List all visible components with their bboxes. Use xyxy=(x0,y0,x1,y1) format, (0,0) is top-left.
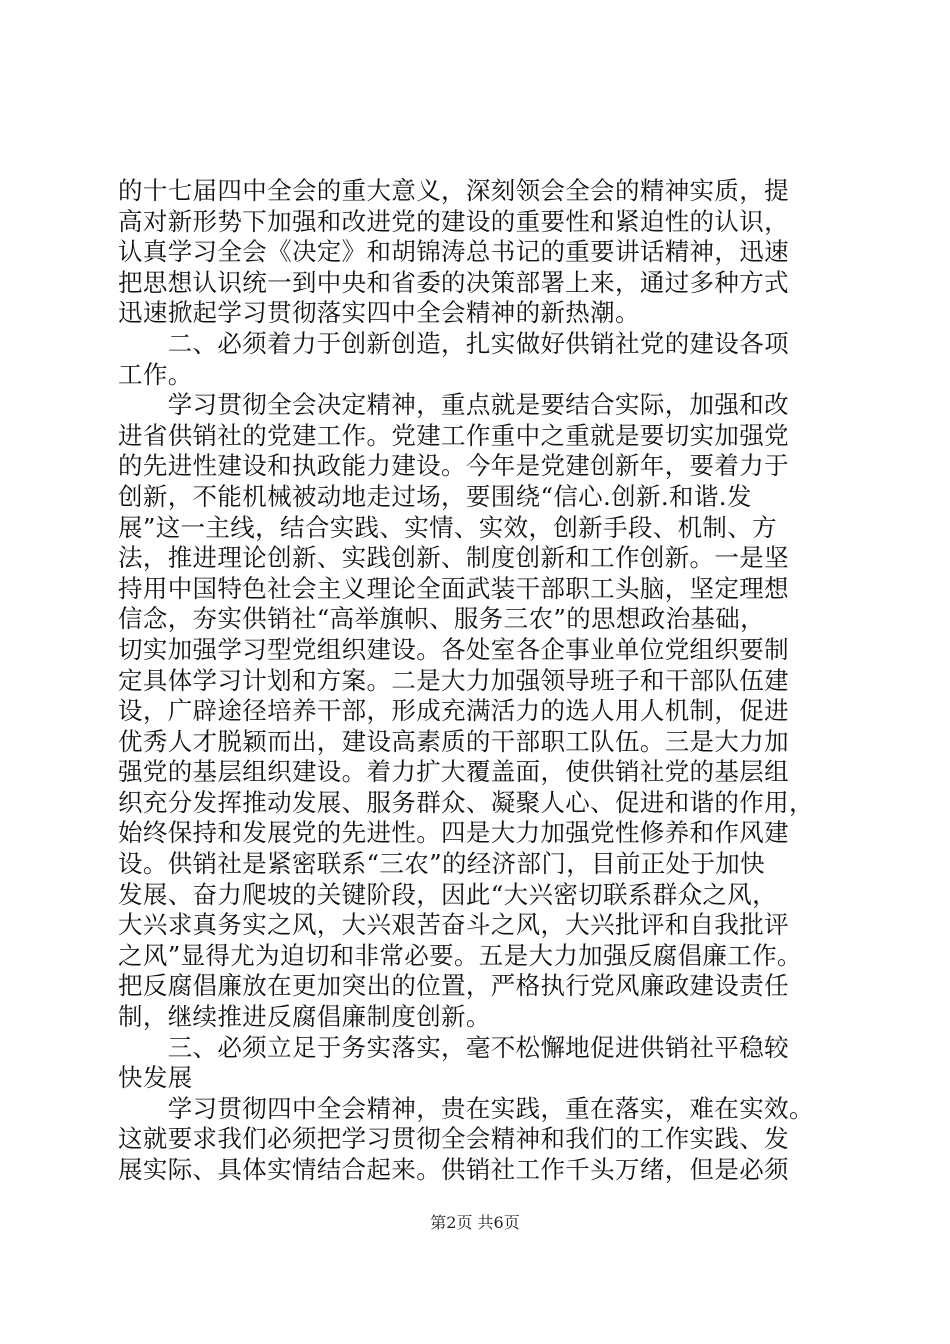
text-line: 展实际、具体实情结合起来。供销社工作千头万绪，但是必须 xyxy=(118,1155,789,1184)
text-line: 学习贯彻四中全会精神，贵在实践，重在落实，难在实效。 xyxy=(118,1093,814,1123)
text-line: 大兴求真务实之风，大兴艰苦奋斗之风，大兴批评和自我批评 xyxy=(118,910,789,940)
text-line: 的十七届四中全会的重大意义，深刻领会全会的精神实质，提 xyxy=(118,176,789,205)
text-line: 设。供销社是紧密联系“三农”的经济部门，目前正处于加快 xyxy=(118,849,765,879)
text-line: 法，推进理论创新、实践创新、制度创新和工作创新。一是坚 xyxy=(118,543,789,573)
text-line: 之风”显得尤为迫切和非常必要。五是大力加强反腐倡廉工作。 xyxy=(118,940,802,970)
text-line: 始终保持和发展党的先进性。四是大力加强党性修养和作风建 xyxy=(118,818,789,848)
text-line: 把反腐倡廉放在更加突出的位置，严格执行党风廉政建设责任 xyxy=(118,971,789,1001)
text-line: 织充分发挥推动发展、服务群众、凝聚人心、促进和谐的作用， xyxy=(118,787,814,817)
section-heading-line: 工作。 xyxy=(118,359,193,389)
text-line: 发展、奋力爬坡的关键阶段，因此“大兴密切联系群众之风， xyxy=(118,879,777,909)
text-line: 定具体学习计划和方案。二是大力加强领导班子和干部队伍建 xyxy=(118,665,789,695)
text-line: 展”这一主线，结合实践、实情、实效，创新手段、机制、方 xyxy=(118,512,777,542)
text-line: 把思想认识统一到中央和省委的决策部署上来，通过多种方式 xyxy=(118,267,789,297)
body-text xyxy=(118,176,838,1186)
text-line: 迅速掀起学习贯彻落实四中全会精神的新热潮。 xyxy=(118,298,640,328)
text-line: 持用中国特色社会主义理论全面武装干部职工头脑，坚定理想 xyxy=(118,573,789,603)
text-line: 制，继续推进反腐倡廉制度创新。 xyxy=(118,1002,491,1032)
text-line: 的先进性建设和执政能力建设。今年是党建创新年，要着力于 xyxy=(118,451,789,481)
section-heading-line: 二、必须着力于创新创造，扎实做好供销社党的建设各项 xyxy=(118,328,789,358)
text-line: 高对新形势下加强和改进党的建设的重要性和紧迫性的认识， xyxy=(118,206,789,236)
text-line: 强党的基层组织建设。着力扩大覆盖面，使供销社党的基层组 xyxy=(118,757,789,787)
text-line: 学习贯彻全会决定精神，重点就是要结合实际，加强和改 xyxy=(118,390,789,420)
text-line: 信念，夯实供销社“高举旗帜、服务三农”的思想政治基础， xyxy=(118,604,765,634)
text-line: 优秀人才脱颖而出，建设高素质的干部职工队伍。三是大力加 xyxy=(118,726,789,756)
text-line: 进省供销社的党建工作。党建工作重中之重就是要切实加强党 xyxy=(118,420,789,450)
text-line: 切实加强学习型党组织建设。各处室各企事业单位党组织要制 xyxy=(118,634,789,664)
page-number-footer: 第2页 共6页 xyxy=(430,1213,520,1232)
text-line: 认真学习全会《决定》和胡锦涛总书记的重要讲话精神，迅速 xyxy=(118,237,789,267)
text-line: 设，广辟途径培养干部，形成充满活力的选人用人机制，促进 xyxy=(118,696,789,726)
text-line: 创新，不能机械被动地走过场，要围绕“信心.创新.和谐.发 xyxy=(118,481,752,511)
text-line: 这就要求我们必须把学习贯彻全会精神和我们的工作实践、发 xyxy=(118,1124,789,1154)
section-heading-line: 快发展 xyxy=(118,1063,193,1093)
section-heading-line: 三、必须立足于务实落实，毫不松懈地促进供销社平稳较 xyxy=(118,1032,789,1062)
